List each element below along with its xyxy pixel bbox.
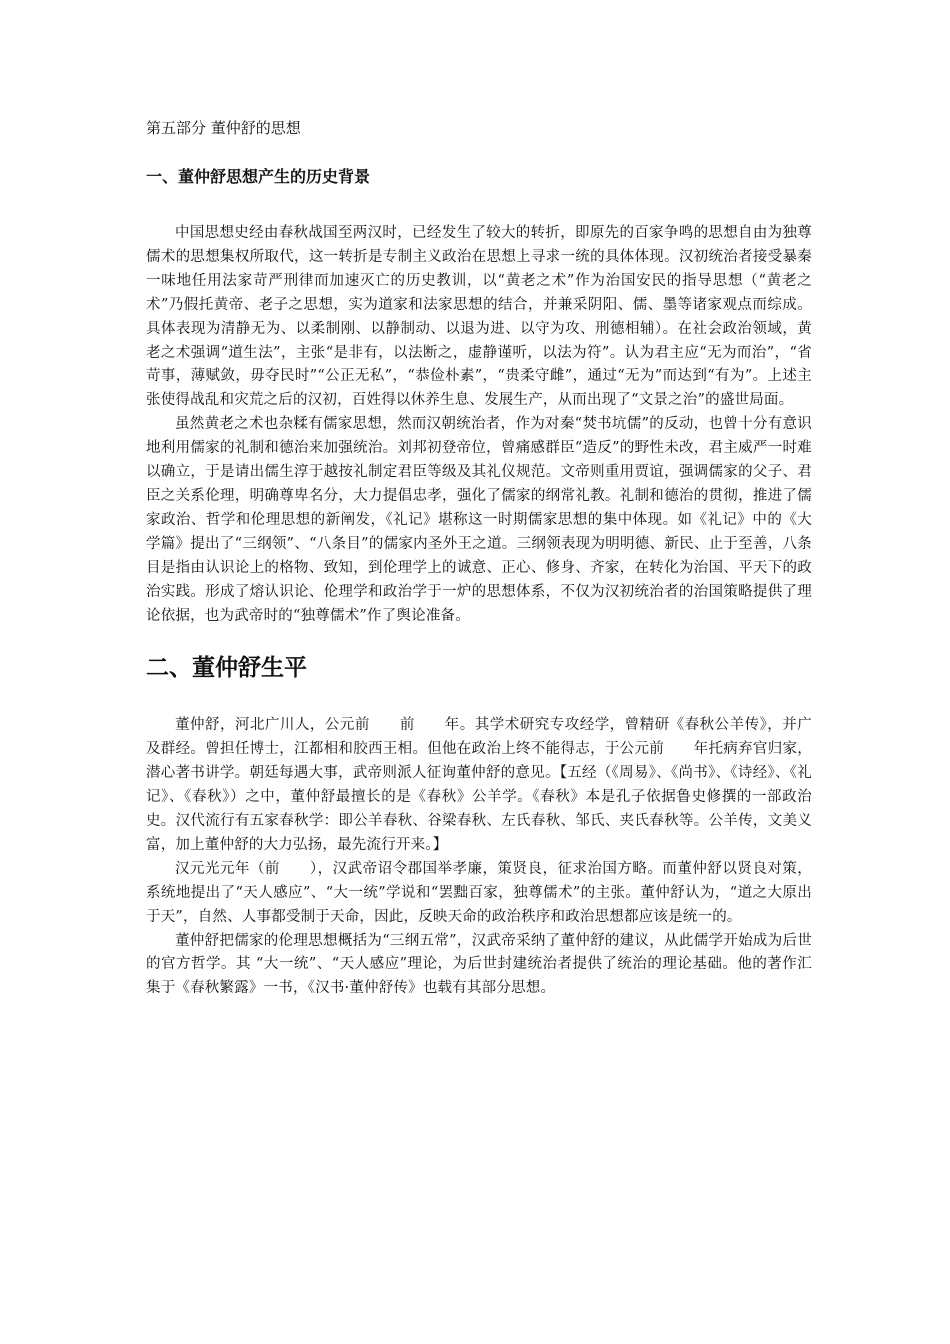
section-2-paragraph: 董仲舒把儒家的伦理思想概括为“三纲五常”，汉武帝采纳了董仲舒的建议，从此儒学开始成为后世的官方哲学。其 “大一统”、“天人感应”理论，为后世封建统治者提供了统治的理论基础。他的著作汇集于《春秋繁露》一书，《汉书·董仲舒传》也载有其部分思想。: [146, 932, 812, 997]
document-content: [146, 118, 812, 1001]
section-2-body: [146, 714, 812, 1001]
section-2-heading: 二、董仲舒生平: [146, 655, 307, 682]
section-1-paragraph: 中国思想史经由春秋战国至两汉时，已经发生了较大的转折，即原先的百家争鸣的思想自由为独尊儒术的思想集权所取代，这一转折是专制主义政治在思想上寻求一统的具体体现。汉初统治者接受暴秦一味地任用法家苛严刑律而加速灭亡的历史教训，以“黄老之术”作为治国安民的指导思想（“黄老之术”乃假托黄帝、老子之思想，实为道家和法家思想的结合，并兼采阴阳、儒、墨等诸家观点而综成。具体表现为清静无为、以柔制刚、以静制动、以退为进、以守为攻、刑德相辅）。在社会政治领域，黄老之术强调“道生法”，主张“是非有，以法断之，虚静谨听，以法为符”。认为君主应“无为而治”，“省苛事，薄赋敛，毋夺民时”“公正无私”，“恭俭朴素”，“贵柔守雌”，通过“无为”而达到“有为”。上述主张使得战乱和灾荒之后的汉初，百姓得以休养生息、发展生产，从而出现了“文景之治”的盛世局面。: [146, 225, 812, 409]
section-2-paragraph: 董仲舒，河北广川人，公元前 前 年。其学术研究专攻经学，曾精研《春秋公羊传》，并广及群经。曾担任博士，江都相和胶西王相。但他在政治上终不能得志，于公元前 年托病弃官归家，潜心著书讲学。朝廷每遇大事，武帝则派人征询董仲舒的意见。【五经（《周易》、《尚书》、《诗经》、《礼记》、《春秋》）之中，董仲舒最擅长的是《春秋》公羊学。《春秋》本是孔子依据鲁史修撰的一部政治史。汉代流行有五家春秋学：即公羊春秋、谷梁春秋、左氏春秋、邹氏、夹氏春秋等。公羊传，文美义富，加上董仲舒的大力弘扬，最先流行开来。】: [146, 717, 812, 853]
section-1-heading: 一、董仲舒思想产生的历史背景: [146, 167, 371, 186]
section-1-paragraph: 虽然黄老之术也杂糅有儒家思想，然而汉朝统治者，作为对秦“焚书坑儒”的反动，也曾十分有意识地利用儒家的礼制和德治来加强统治。刘邦初登帝位，曾痛感群臣“造反”的野性未改，君主威严一时难以确立，于是请出儒生淳于越按礼制定君臣等级及其礼仪规范。文帝则重用贾谊，强调儒家的父子、君臣之关系伦理，明确尊卑名分，大力提倡忠孝，强化了儒家的纲常礼教。礼制和德治的贯彻，推进了儒家政治、哲学和伦理思想的新阐发，《礼记》堪称这一时期儒家思想的集中体现。如《礼记》中的《大学篇》提出了“三纲领”、“八条目”的儒家内圣外王之道。三纲领表现为明明德、新民、止于至善，八条目是指由认识论上的格物、致知，到伦理学上的诚意、正心、修身、齐家，在转化为治国、平天下的政治实践。形成了熔认识论、伦理学和政治学于一炉的思想体系，不仅为汉初统治者的治国策略提供了理论依据，也为武帝时的“独尊儒术”作了舆论准备。: [146, 416, 812, 624]
section-1-body: [146, 222, 812, 628]
part-title: 第五部分 董仲舒的思想: [146, 119, 301, 137]
section-2-paragraph: 汉元光元年（前 ），汉武帝诏令郡国举孝廉，策贤良，征求治国方略。而董仲舒以贤良对策，系统地提出了“天人感应”、“大一统”学说和“罢黜百家，独尊儒术”的主张。董仲舒认为，“道之大原出于天”，自然、人事都受制于天命，因此，反映天命的政治秩序和政治思想都应该是统一的。: [146, 860, 812, 925]
